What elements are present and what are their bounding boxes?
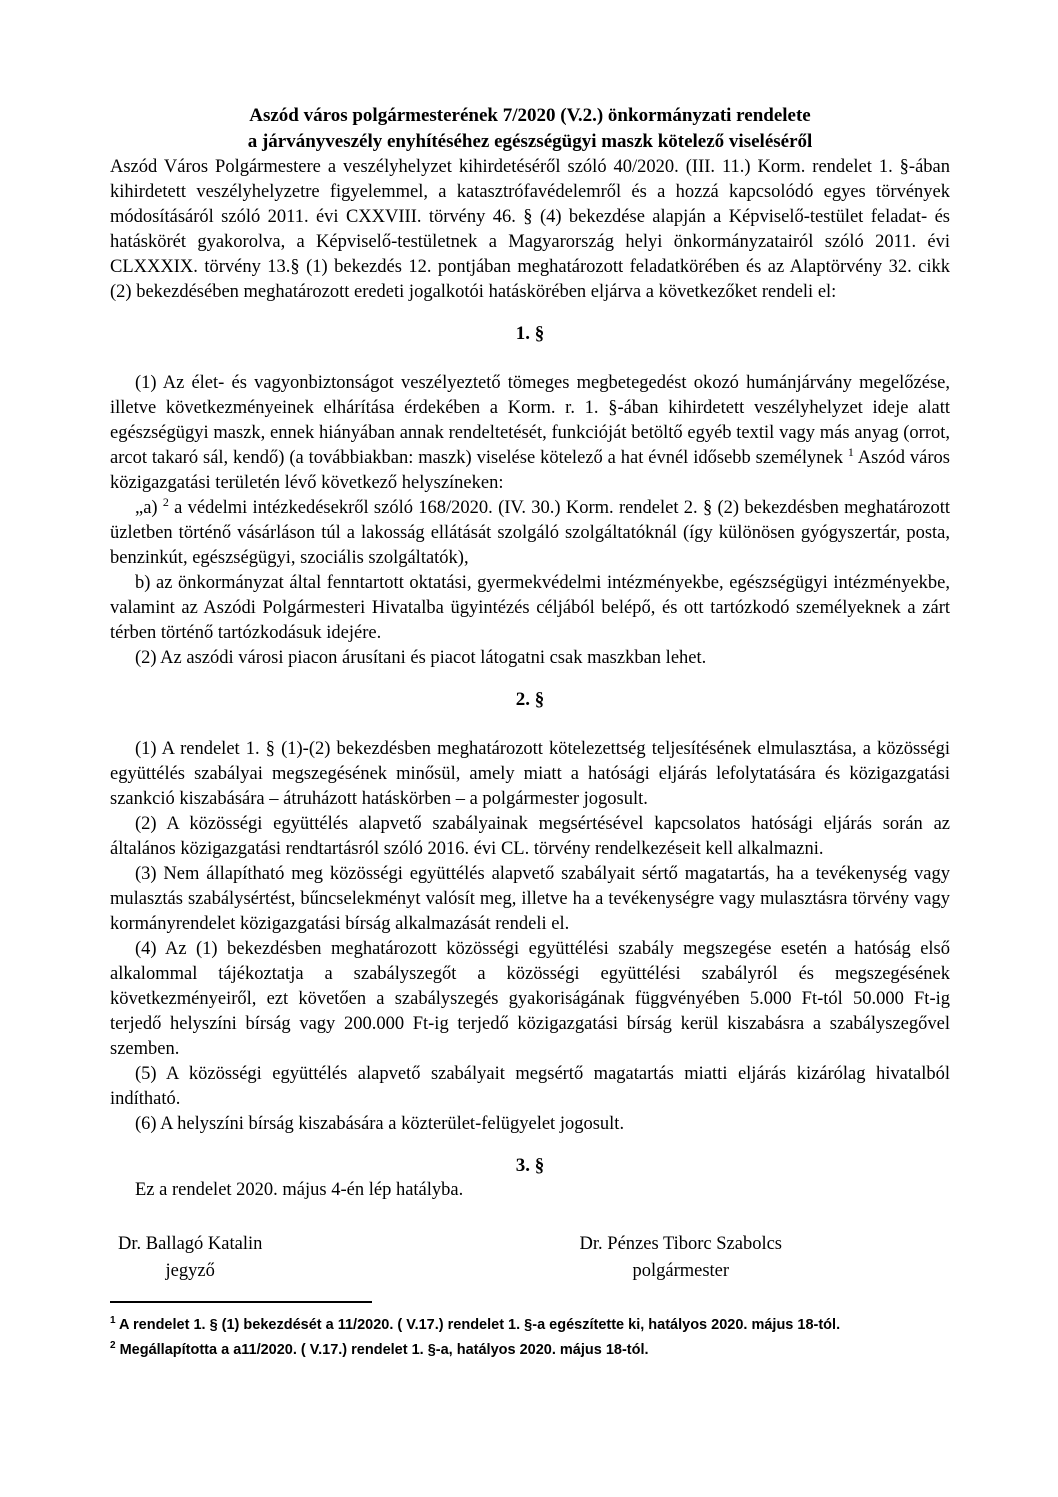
signature-right (580, 1231, 782, 1285)
paragraph-text: (1) Az élet- és vagyonbiztonságot veszélyeztető tömeges megbetegedést okozó humánjárvány megelőzése, illetve következményeinek elhárítása érdekében a Korm. r. 1. §-ában kihirdetett veszélyhelyzet ideje alatt egészségügyi maszk, ennek hiányában annak rendeltetését, funkcióját betöltő egyéb textil vagy más anyag (orrot, arcot takaró sál, kendő) (a továbbiakban: maszk) viselése kötelező a hat évnél idősebb személynek (110, 373, 950, 468)
section-2-paragraph-1: (1) A rendelet 1. § (1)-(2) bekezdésben meghatározott kötelezettség teljesítésének elmulasztása, a közösségi együttélés szabályai megszegésének minősül, amely miatt a hatósági eljárás lefolytatására és közigazgatási szankció kiszabására – átruházott hatáskörben – a polgármester jogosult. (110, 739, 950, 809)
signature-left-name: Dr. Ballagó Katalin (118, 1234, 263, 1254)
paragraph-text: a védelmi intézkedésekről szóló 168/2020. (IV. 30.) Korm. rendelet 2. § (2) bekezdésben meghatározott üzletben történő vásárláson túl a lakosság ellátását szolgáló szolgáltatóknál (így különösen gyógyszertár, posta, benzinkút, egészségügyi, szociális szolgáltatók), (110, 498, 950, 568)
document-title-line1: Aszód város polgármesterének 7/2020 (V.2.) önkormányzati rendelete (249, 105, 811, 126)
section-1-paragraph-2: (2) Az aszódi városi piacon árusítani és piacot látogatni csak maszkban lehet. (135, 648, 707, 668)
footnote-1-marker: 1 (110, 1315, 116, 1327)
section-2-paragraph-4: (4) Az (1) bekezdésben meghatározott közösségi együttélési szabály megszegése esetén a hatóság első alkalommal tájékoztatja a szabályszegőt a közösségi együttélési szabályról és megszegésének következményeiről, ezt követően a szabályszegés gyakoriságának függvényében 5.000 Ft-tól 50.000 Ft-ig terjedő helyszíni bírság vagy 200.000 Ft-ig terjedő közigazgatási bírság kerül kiszabásra a szabályszegővel szemben. (110, 939, 950, 1059)
section-1-heading: 1. § (515, 323, 545, 344)
section-1-point-a (110, 496, 950, 571)
footnote-1 (110, 1313, 950, 1338)
signature-block (110, 1231, 950, 1285)
footnote-2-text: Megállapította a a11/2020. ( V.17.) rendelet 1. §-a, hatályos 2020. május 18-tól. (115, 1342, 649, 1358)
section-3-body: Ez a rendelet 2020. május 4-én lép hatályba. (135, 1180, 464, 1200)
footnote-separator (110, 1301, 372, 1303)
signature-left (118, 1231, 262, 1285)
paragraph-text: „a) (135, 498, 163, 518)
footnote-ref-1: 1 (847, 444, 854, 459)
footnote-1-text: A rendelet 1. § (1) bekezdését a 11/2020. ( V.17.) rendelet 1. §-a egészítette ki, hatályos 2020. május 18-tól. (115, 1317, 841, 1333)
signature-left-role: jegyző (165, 1261, 215, 1281)
preamble-paragraph: Aszód Város Polgármestere a veszélyhelyzet kihirdetéséről szóló 40/2020. (III. 11.) Korm. rendelet 1. §-ában kihirdetett veszélyhelyzetre figyelemmel, a katasztrófavédelemről és a hozzá kapcsolódó egyes törvények módosításáról szóló 2011. évi CXXVIII. törvény 46. § (4) bekezdése alapján a Képviselő-testület feladat- és hatáskörét gyakorolva, a Képviselő-testületnek a Magyarország helyi önkormányzatairól szóló 2011. évi CLXXXIX. törvény 13.§ (1) bekezdés 12. pontjában meghatározott feladatkörében és az Alaptörvény 32. cikk (2) bekezdésében meghatározott eredeti jogalkotói hatáskörében eljárva a következőket rendeli el: (110, 157, 950, 302)
document-title-line2: a járványveszély enyhítéséhez egészségügyi maszk kötelező viseléséről (247, 131, 813, 152)
section-2-paragraph-3: (3) Nem állapítható meg közösségi együttélés alapvető szabályait sértő magatartás, ha a tevékenység vagy mulasztás szabálysértést, bűncselekményt valósít meg, illetve ha a tevékenységre vagy mulasztásra törvény vagy kormányrendelet közigazgatási bírság alkalmazását rendeli el. (110, 864, 950, 934)
signature-right-name: Dr. Pénzes Tiborc Szabolcs (579, 1234, 782, 1254)
section-3-heading: 3. § (515, 1155, 545, 1176)
footnote-2-marker: 2 (110, 1340, 116, 1352)
footnote-2 (110, 1338, 950, 1363)
section-2-paragraph-2: (2) A közösségi együttélés alapvető szabályainak megsértésével kapcsolatos hatósági eljárás során az általános közigazgatási rendtartásról szóló 2016. évi CL. törvény rendelkezéseit kell alkalmazni. (110, 814, 950, 859)
section-2-paragraph-6: (6) A helyszíni bírság kiszabására a közterület-felügyelet jogosult. (135, 1114, 625, 1134)
section-2-heading: 2. § (515, 689, 545, 710)
section-2-paragraph-5: (5) A közösségi együttélés alapvető szabályait megsértő magatartás miatti eljárás kizárólag hivatalból indítható. (110, 1064, 950, 1109)
footnote-ref-2: 2 (162, 494, 169, 509)
section-1-paragraph-1 (110, 371, 950, 496)
paragraph-text: Aszód város közigazgatási területén lévő következő helyszíneken: (110, 448, 950, 493)
signature-right-role: polgármester (632, 1261, 730, 1281)
section-1-point-b: b) az önkormányzat által fenntartott oktatási, gyermekvédelmi intézményekbe, egészségügyi intézményekbe, valamint az Aszódi Polgármesteri Hivatalba ügyintézés céljából belépő, és ott tartózkodó személyeknek a zárt térben történő tartózkodásuk idejére. (110, 573, 950, 643)
document-title (110, 103, 950, 155)
